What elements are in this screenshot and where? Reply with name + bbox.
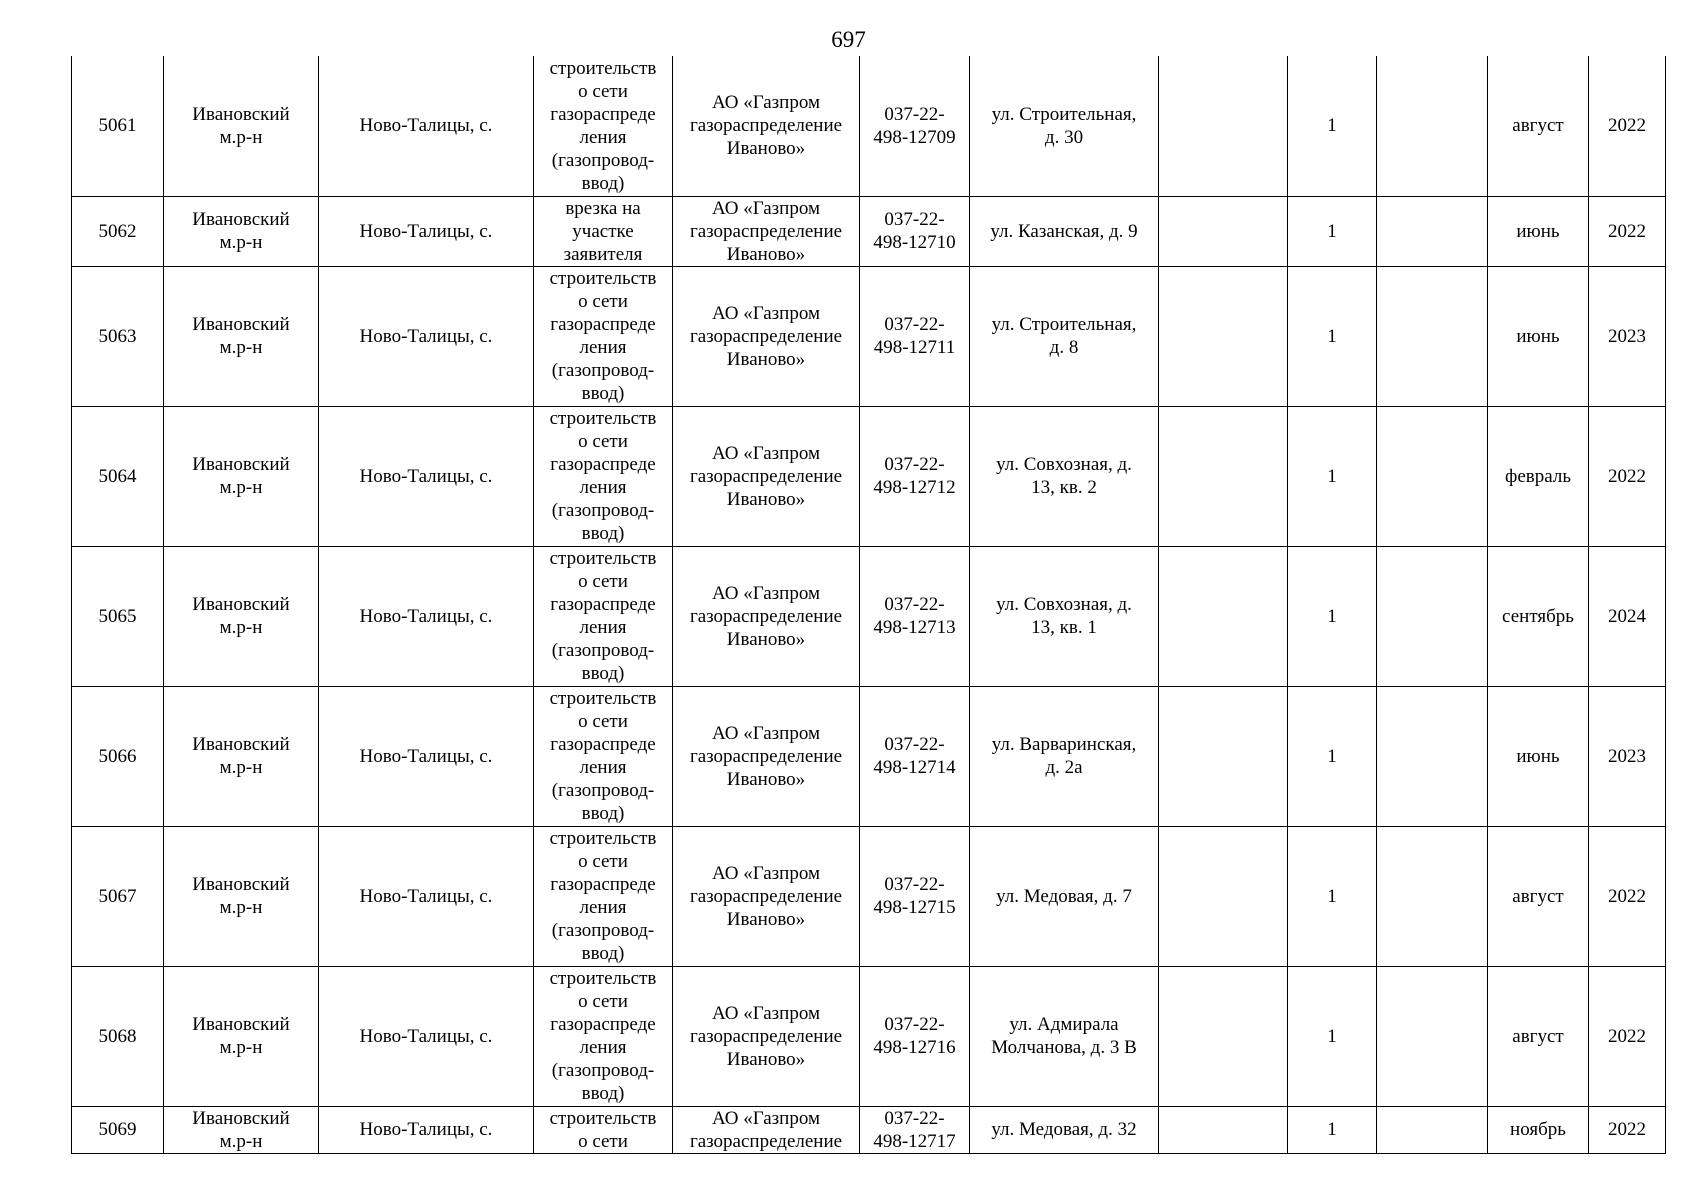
cell-year: 2023 — [1589, 266, 1666, 406]
cell-work-type: строительств о сети газораспреде ления (газопровод- ввод) — [534, 966, 673, 1106]
cell-quantity: 1 — [1288, 966, 1377, 1106]
table-row — [72, 1106, 1666, 1153]
cell-empty-8 — [1159, 1106, 1288, 1153]
cell-empty-8 — [1159, 546, 1288, 686]
cell-address: ул. Медовая, д. 7 — [970, 826, 1159, 966]
cell-year: 2022 — [1589, 966, 1666, 1106]
cell-code: 037-22- 498-12717 — [860, 1106, 970, 1153]
cell-number: 5062 — [72, 196, 164, 266]
table-row — [72, 56, 1666, 196]
cell-month: ноябрь — [1488, 1106, 1589, 1153]
cell-year: 2024 — [1589, 546, 1666, 686]
cell-quantity: 1 — [1288, 826, 1377, 966]
cell-district: Ивановский м.р-н — [164, 266, 319, 406]
cell-work-type: строительств о сети газораспреде ления (газопровод- ввод) — [534, 406, 673, 546]
cell-code: 037-22- 498-12712 — [860, 406, 970, 546]
cell-number: 5064 — [72, 406, 164, 546]
cell-district: Ивановский м.р-н — [164, 546, 319, 686]
cell-month: июнь — [1488, 266, 1589, 406]
cell-locality: Ново-Талицы, с. — [319, 196, 534, 266]
cell-locality: Ново-Талицы, с. — [319, 266, 534, 406]
cell-quantity: 1 — [1288, 406, 1377, 546]
cell-address: ул. Совхозная, д. 13, кв. 1 — [970, 546, 1159, 686]
cell-code: 037-22- 498-12716 — [860, 966, 970, 1106]
cell-address: ул. Варваринская, д. 2а — [970, 686, 1159, 826]
cell-number: 5061 — [72, 56, 164, 196]
page-number: 697 — [831, 27, 866, 52]
cell-organization: АО «Газпром газораспределение Иваново» — [673, 56, 860, 196]
cell-month: август — [1488, 56, 1589, 196]
cell-empty-8 — [1159, 196, 1288, 266]
cell-year: 2023 — [1589, 686, 1666, 826]
cell-code: 037-22- 498-12709 — [860, 56, 970, 196]
cell-organization: АО «Газпром газораспределение Иваново» — [673, 686, 860, 826]
cell-number: 5069 — [72, 1106, 164, 1153]
cell-locality: Ново-Талицы, с. — [319, 56, 534, 196]
table-row — [72, 406, 1666, 546]
cell-number: 5065 — [72, 546, 164, 686]
cell-month: август — [1488, 826, 1589, 966]
cell-month: сентябрь — [1488, 546, 1589, 686]
cell-district: Ивановский м.р-н — [164, 406, 319, 546]
cell-quantity: 1 — [1288, 56, 1377, 196]
cell-quantity: 1 — [1288, 546, 1377, 686]
table-body — [72, 56, 1666, 1153]
cell-year: 2022 — [1589, 826, 1666, 966]
table-row — [72, 686, 1666, 826]
cell-address: ул. Казанская, д. 9 — [970, 196, 1159, 266]
cell-code: 037-22- 498-12710 — [860, 196, 970, 266]
cell-work-type: строительств о сети газораспреде ления (газопровод- ввод) — [534, 56, 673, 196]
cell-address: ул. Медовая, д. 32 — [970, 1106, 1159, 1153]
cell-number: 5067 — [72, 826, 164, 966]
cell-empty-10 — [1377, 56, 1488, 196]
cell-address: ул. Строительная, д. 30 — [970, 56, 1159, 196]
cell-year: 2022 — [1589, 56, 1666, 196]
cell-quantity: 1 — [1288, 266, 1377, 406]
cell-district: Ивановский м.р-н — [164, 196, 319, 266]
cell-quantity: 1 — [1288, 1106, 1377, 1153]
cell-code: 037-22- 498-12711 — [860, 266, 970, 406]
cell-work-type: строительств о сети газораспреде ления (газопровод- ввод) — [534, 266, 673, 406]
cell-locality: Ново-Талицы, с. — [319, 686, 534, 826]
cell-empty-8 — [1159, 56, 1288, 196]
cell-code: 037-22- 498-12714 — [860, 686, 970, 826]
cell-code: 037-22- 498-12713 — [860, 546, 970, 686]
cell-empty-8 — [1159, 966, 1288, 1106]
cell-district: Ивановский м.р-н — [164, 1106, 319, 1153]
cell-empty-10 — [1377, 196, 1488, 266]
cell-empty-10 — [1377, 266, 1488, 406]
cell-number: 5068 — [72, 966, 164, 1106]
cell-district: Ивановский м.р-н — [164, 56, 319, 196]
cell-month: февраль — [1488, 406, 1589, 546]
cell-address: ул. Адмирала Молчанова, д. 3 В — [970, 966, 1159, 1106]
cell-organization: АО «Газпром газораспределение Иваново» — [673, 966, 860, 1106]
cell-district: Ивановский м.р-н — [164, 826, 319, 966]
cell-number: 5066 — [72, 686, 164, 826]
cell-empty-8 — [1159, 406, 1288, 546]
cell-organization: АО «Газпром газораспределение Иваново» — [673, 546, 860, 686]
cell-code: 037-22- 498-12715 — [860, 826, 970, 966]
table-row — [72, 196, 1666, 266]
cell-organization: АО «Газпром газораспределение Иваново» — [673, 406, 860, 546]
table-row — [72, 546, 1666, 686]
cell-work-type: строительств о сети — [534, 1106, 673, 1153]
cell-empty-10 — [1377, 546, 1488, 686]
cell-district: Ивановский м.р-н — [164, 686, 319, 826]
cell-number: 5063 — [72, 266, 164, 406]
cell-locality: Ново-Талицы, с. — [319, 546, 534, 686]
cell-organization: АО «Газпром газораспределение Иваново» — [673, 196, 860, 266]
cell-year: 2022 — [1589, 1106, 1666, 1153]
cell-locality: Ново-Талицы, с. — [319, 1106, 534, 1153]
cell-work-type: врезка на участке заявителя — [534, 196, 673, 266]
table-row — [72, 826, 1666, 966]
cell-empty-10 — [1377, 826, 1488, 966]
records-table — [71, 56, 1666, 1154]
cell-month: август — [1488, 966, 1589, 1106]
cell-organization: АО «Газпром газораспределение Иваново» — [673, 826, 860, 966]
cell-address: ул. Строительная, д. 8 — [970, 266, 1159, 406]
cell-address: ул. Совхозная, д. 13, кв. 2 — [970, 406, 1159, 546]
table-row — [72, 966, 1666, 1106]
table-row — [72, 266, 1666, 406]
cell-year: 2022 — [1589, 196, 1666, 266]
cell-quantity: 1 — [1288, 196, 1377, 266]
cell-empty-8 — [1159, 826, 1288, 966]
cell-month: июнь — [1488, 686, 1589, 826]
cell-empty-10 — [1377, 406, 1488, 546]
cell-empty-8 — [1159, 686, 1288, 826]
cell-work-type: строительств о сети газораспреде ления (газопровод- ввод) — [534, 546, 673, 686]
cell-empty-8 — [1159, 266, 1288, 406]
cell-quantity: 1 — [1288, 686, 1377, 826]
cell-locality: Ново-Талицы, с. — [319, 966, 534, 1106]
cell-locality: Ново-Талицы, с. — [319, 406, 534, 546]
cell-month: июнь — [1488, 196, 1589, 266]
cell-organization: АО «Газпром газораспределение — [673, 1106, 860, 1153]
cell-empty-10 — [1377, 686, 1488, 826]
cell-district: Ивановский м.р-н — [164, 966, 319, 1106]
cell-locality: Ново-Талицы, с. — [319, 826, 534, 966]
cell-empty-10 — [1377, 1106, 1488, 1153]
cell-work-type: строительств о сети газораспреде ления (газопровод- ввод) — [534, 826, 673, 966]
cell-empty-10 — [1377, 966, 1488, 1106]
cell-organization: АО «Газпром газораспределение Иваново» — [673, 266, 860, 406]
cell-year: 2022 — [1589, 406, 1666, 546]
cell-work-type: строительств о сети газораспреде ления (газопровод- ввод) — [534, 686, 673, 826]
